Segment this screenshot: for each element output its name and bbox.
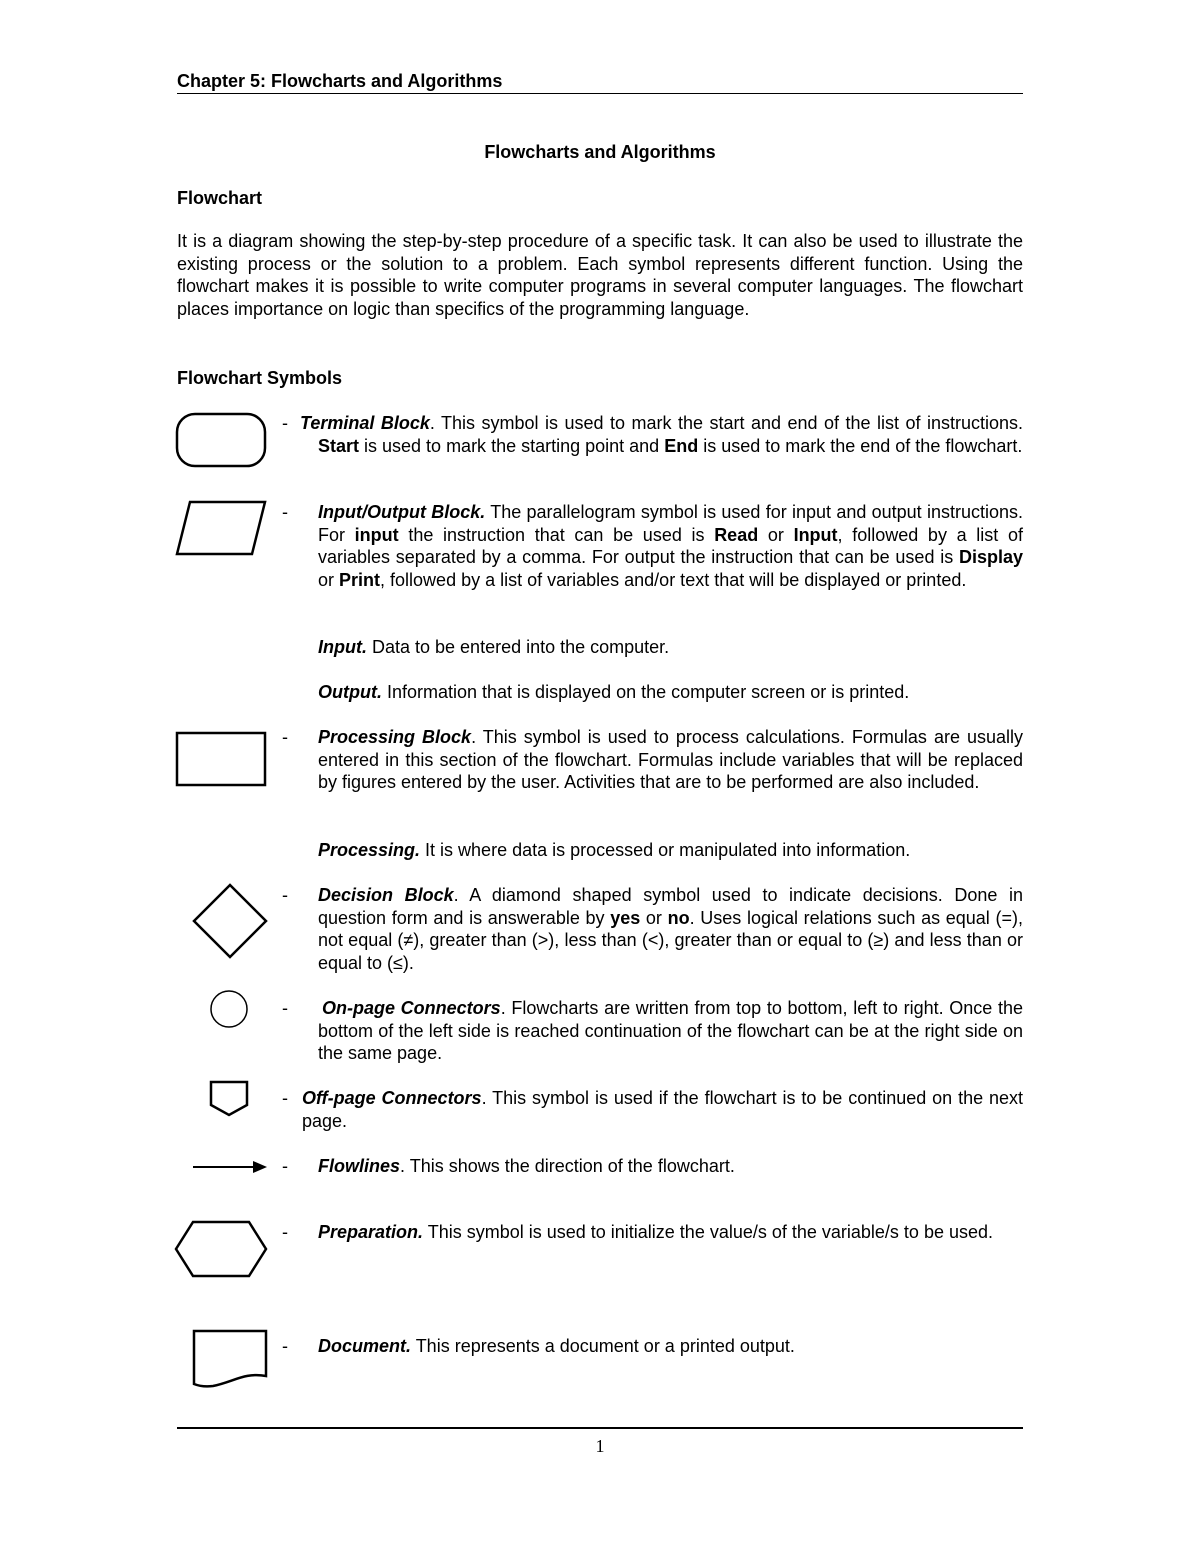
io-text-2: the instruction that can be used is: [398, 524, 715, 545]
flowlines-text: . This shows the direction of the flowchart.: [400, 1156, 735, 1176]
output-term: Output.: [318, 682, 382, 702]
flowlines-description: [282, 1155, 1023, 1178]
decision-block-description: [282, 884, 1023, 974]
bullet-dash: -: [282, 502, 288, 522]
processing-definition: [318, 839, 1023, 862]
decision-keyword-yes: yes: [610, 907, 641, 928]
onpage-connector-description: [282, 997, 1023, 1065]
hexagon-symbol-icon: [175, 1221, 267, 1277]
flowline-arrow-icon: [193, 1160, 269, 1174]
document-description: [282, 1335, 1023, 1358]
io-text-1: The parallelogram symbol is used for input and output instructions. For: [318, 502, 1023, 545]
io-text-4: , followed by a list of variables separated by a comma. For output the instruction that can be used is: [318, 524, 1023, 568]
processing-text: . This symbol is used to process calculations. Formulas are usually entered in this section of the flowchart. Formulas include variables that will be replaced by figures entered by the user. Activities that are to be performed are also included.: [318, 727, 1023, 793]
flowchart-paragraph: It is a diagram showing the step-by-step procedure of a specific task. It can also be used to illustrate the existing process or the solution to a problem. Each symbol represents different function. Using the flowchart makes it is possible to write computer programs in several computer languages. The flowchart places importance on logic than specifics of the programming language.: [177, 231, 1023, 319]
decision-term: Decision Block: [318, 885, 454, 905]
terminal-term: Terminal Block: [300, 413, 430, 433]
output-definition: [318, 681, 1023, 704]
decision-keyword-no: no: [667, 907, 690, 928]
bullet-dash: -: [282, 1088, 288, 1108]
terminal-block-description: [282, 412, 1023, 457]
document-text: This represents a document or a printed output.: [411, 1336, 795, 1356]
processing-block-description: [282, 726, 1023, 794]
offpage-connector-description: [282, 1087, 1023, 1132]
io-text-5: or: [318, 569, 340, 590]
preparation-text: This symbol is used to initialize the value/s of the variable/s to be used.: [423, 1222, 994, 1242]
offpage-term: Off-page Connectors: [302, 1088, 482, 1108]
rectangle-symbol-icon: [176, 732, 266, 786]
input-term: Input.: [318, 637, 367, 657]
processing-sub-text: It is where data is processed or manipulated into information.: [420, 840, 911, 860]
offpage-text: . This symbol is used if the flowchart is to be continued on the next page.: [302, 1088, 1023, 1131]
offpage-connector-icon: [210, 1081, 248, 1117]
preparation-description: [282, 1221, 1023, 1244]
preparation-term: Preparation.: [318, 1222, 424, 1242]
terminal-symbol-icon: [176, 413, 266, 467]
chapter-header: Chapter 5: Flowcharts and Algorithms: [177, 70, 1023, 94]
page-number: 1: [595, 1436, 605, 1456]
io-keyword-read: Read: [714, 524, 759, 545]
processing-sub-term: Processing.: [318, 840, 421, 860]
terminal-text-2: is used to mark the starting point and: [359, 435, 665, 456]
onpage-term: On-page Connectors: [322, 998, 501, 1018]
output-text: Information that is displayed on the computer screen or is printed.: [381, 682, 910, 702]
bullet-dash: -: [282, 1336, 288, 1356]
input-text: Data to be entered into the computer.: [366, 637, 670, 657]
io-text-6: , followed by a list of variables and/or text that will be displayed or printed.: [380, 569, 967, 590]
decision-text-1: . A diamond shaped symbol used to indicate decisions. Done in question form and is answerable by: [318, 885, 1023, 928]
diamond-symbol-icon: [193, 884, 267, 958]
io-keyword-input: input: [354, 524, 399, 545]
terminal-text-1: . This symbol is used to mark the start and end of the list of instructions.: [429, 413, 1023, 433]
io-keyword-print: Print: [339, 569, 381, 590]
onpage-text: . Flowcharts are written from top to bottom, left to right. Once the bottom of the left side is reached continuation of the flowchart can be at the right side on the same page.: [318, 998, 1024, 1064]
flowchart-heading: Flowchart: [177, 188, 263, 208]
parallelogram-symbol-icon: [176, 501, 266, 555]
document-symbol-icon: [193, 1330, 267, 1388]
decision-text-3: . Uses logical relations such as equal (=), not equal (≠), greater than (>), less than (<), greater than or equal to (≥) and less than or equal to (≤).: [318, 907, 1023, 973]
io-keyword-input-2: Input: [793, 524, 838, 545]
terminal-text-3: is used to mark the end of the flowchart.: [698, 435, 1023, 456]
footer-rule: [177, 1427, 1023, 1429]
bullet-dash: -: [282, 1156, 288, 1176]
io-keyword-display: Display: [958, 547, 1023, 568]
processing-term: Processing Block: [318, 727, 472, 747]
bullet-dash: -: [282, 998, 288, 1018]
bullet-dash: -: [282, 885, 288, 905]
terminal-keyword-start: Start: [318, 435, 360, 456]
bullet-dash: -: [282, 1222, 288, 1242]
page-title: Flowcharts and Algorithms: [484, 142, 716, 162]
circle-connector-icon: [210, 990, 248, 1028]
io-term: Input/Output Block.: [318, 502, 486, 522]
terminal-keyword-end: End: [664, 435, 699, 456]
flowlines-term: Flowlines: [318, 1156, 401, 1176]
io-text-3: or: [758, 524, 794, 545]
bullet-dash: -: [282, 727, 288, 747]
io-block-description: [282, 501, 1023, 591]
bullet-dash: -: [282, 413, 288, 433]
input-definition: [318, 636, 1023, 659]
document-term: Document.: [318, 1336, 412, 1356]
decision-text-2: or: [640, 907, 668, 928]
flowchart-symbols-heading: Flowchart Symbols: [177, 368, 343, 388]
